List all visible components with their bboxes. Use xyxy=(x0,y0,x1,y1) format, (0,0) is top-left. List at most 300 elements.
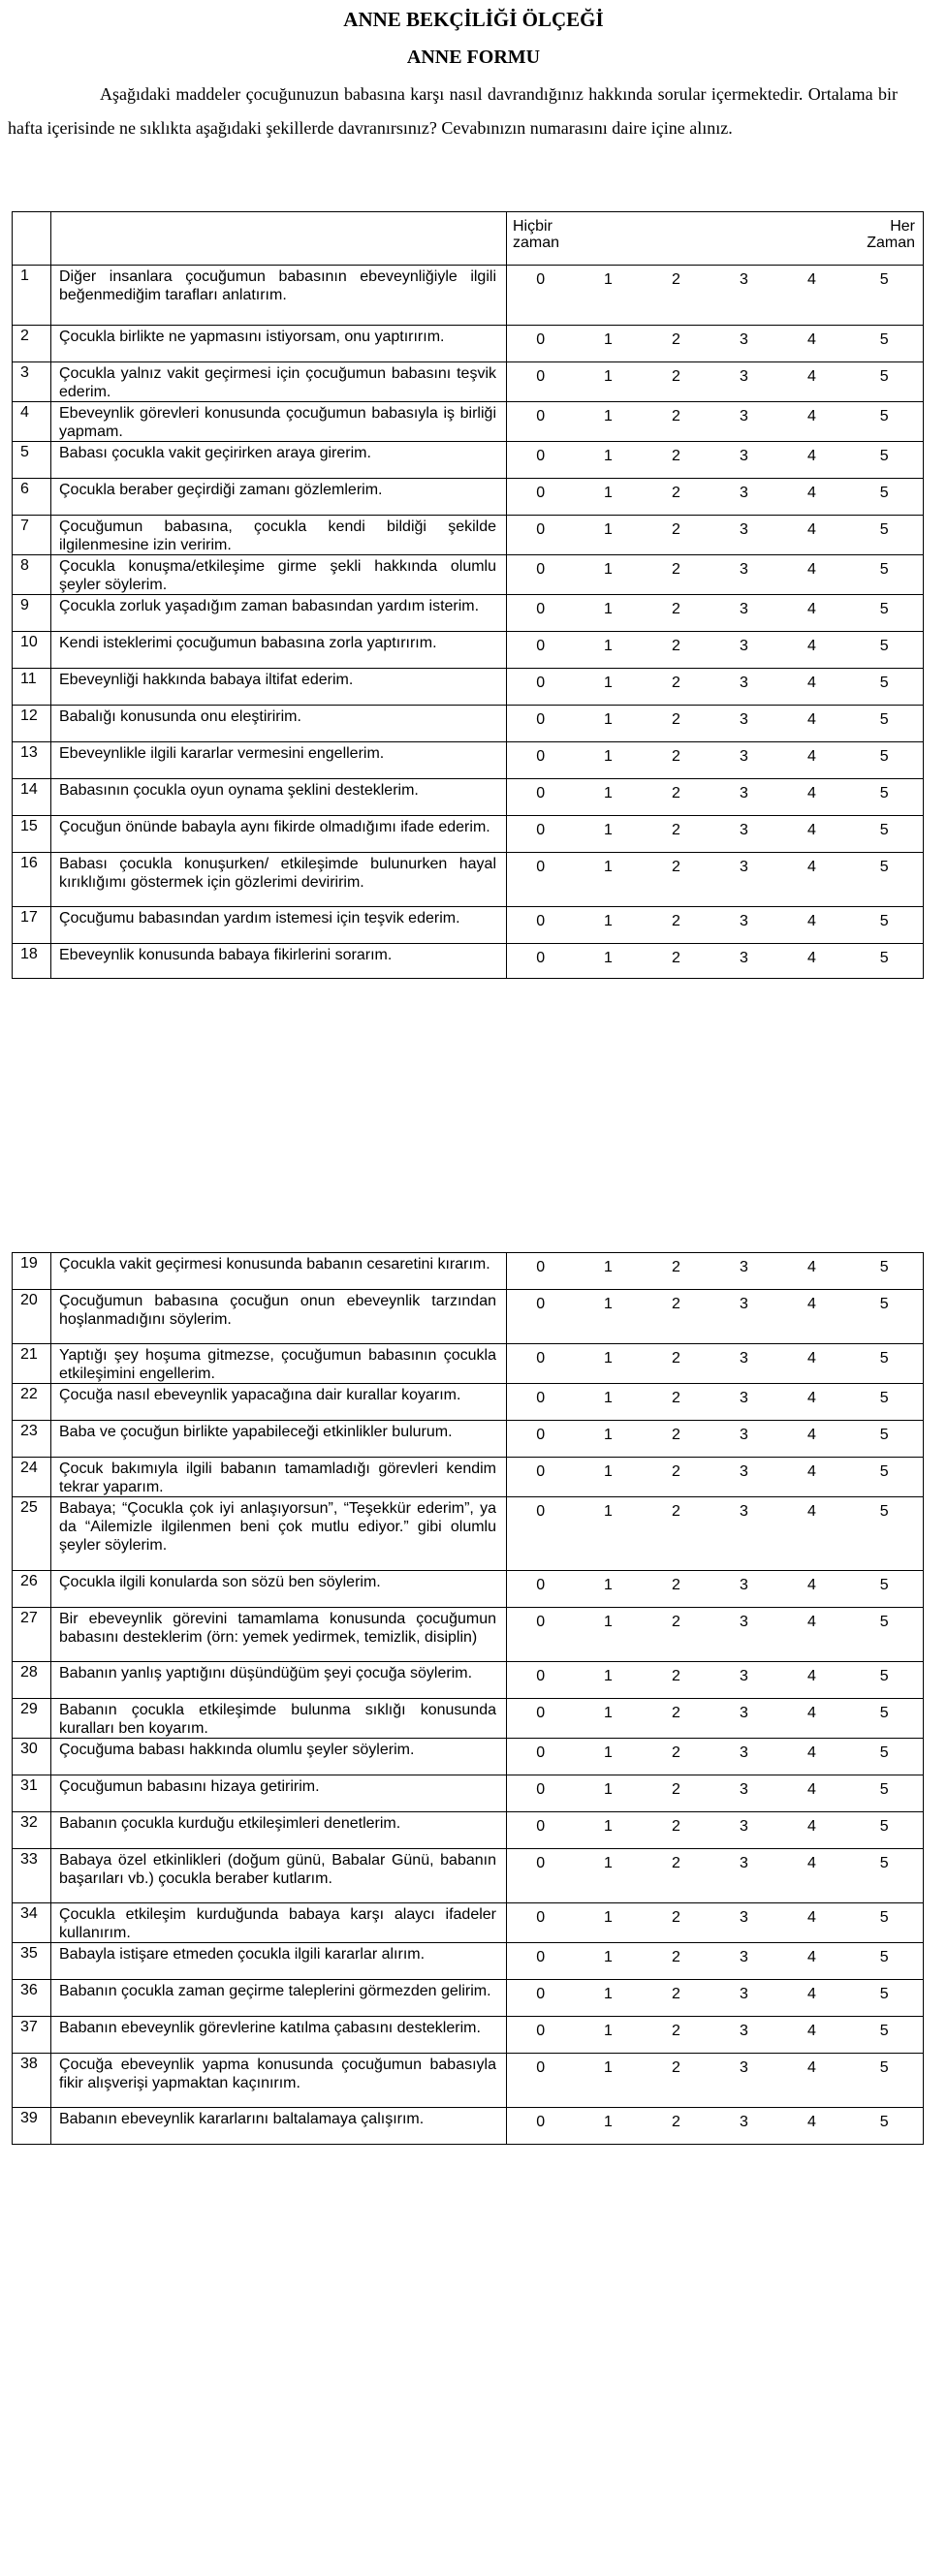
score-option-4[interactable]: 4 xyxy=(778,362,846,402)
score-option-5[interactable]: 5 xyxy=(846,779,924,816)
score-option-0[interactable]: 0 xyxy=(507,1739,575,1775)
score-option-4[interactable]: 4 xyxy=(778,1458,846,1497)
score-option-5[interactable]: 5 xyxy=(846,2054,924,2108)
score-option-3[interactable]: 3 xyxy=(710,1903,778,1943)
score-option-2[interactable]: 2 xyxy=(643,706,710,742)
score-option-2[interactable]: 2 xyxy=(643,1943,710,1980)
score-option-3[interactable]: 3 xyxy=(710,516,778,555)
score-option-5[interactable]: 5 xyxy=(846,326,924,362)
score-option-3[interactable]: 3 xyxy=(710,2017,778,2054)
score-option-1[interactable]: 1 xyxy=(575,632,643,669)
score-option-4[interactable]: 4 xyxy=(778,1571,846,1608)
score-option-0[interactable]: 0 xyxy=(507,555,575,595)
score-option-3[interactable]: 3 xyxy=(710,326,778,362)
item-number: 3 xyxy=(13,362,51,402)
item-text: Babalığı konusunda onu eleştiririm. xyxy=(51,706,507,742)
item-text: Diğer insanlara çocuğumun babasının ebeveynliğiyle ilgili beğenmediğim tarafları anlatırım. xyxy=(51,266,507,326)
score-option-4[interactable]: 4 xyxy=(778,516,846,555)
score-option-4[interactable]: 4 xyxy=(778,595,846,632)
score-option-1[interactable]: 1 xyxy=(575,1571,643,1608)
score-option-1[interactable]: 1 xyxy=(575,1980,643,2017)
score-option-0[interactable]: 0 xyxy=(507,1421,575,1458)
score-option-4[interactable]: 4 xyxy=(778,1812,846,1849)
score-option-4[interactable]: 4 xyxy=(778,1943,846,1980)
score-option-0[interactable]: 0 xyxy=(507,779,575,816)
item-row xyxy=(13,907,924,944)
item-number: 26 xyxy=(13,1571,51,1608)
score-option-1[interactable]: 1 xyxy=(575,1608,643,1662)
score-option-0[interactable]: 0 xyxy=(507,1903,575,1943)
score-option-1[interactable]: 1 xyxy=(575,266,643,326)
item-text: Babaya özel etkinlikleri (doğum günü, Babalar Günü, babanın başarıları vb.) çocukla beraber kutlarım. xyxy=(51,1849,507,1903)
score-option-5[interactable]: 5 xyxy=(846,595,924,632)
score-option-0[interactable]: 0 xyxy=(507,402,575,442)
score-option-2[interactable]: 2 xyxy=(643,1421,710,1458)
score-option-5[interactable]: 5 xyxy=(846,1662,924,1699)
score-option-1[interactable]: 1 xyxy=(575,1775,643,1812)
score-option-4[interactable]: 4 xyxy=(778,326,846,362)
score-option-1[interactable]: 1 xyxy=(575,1903,643,1943)
score-option-4[interactable]: 4 xyxy=(778,402,846,442)
score-option-0[interactable]: 0 xyxy=(507,1290,575,1344)
score-option-4[interactable]: 4 xyxy=(778,1290,846,1344)
score-option-5[interactable]: 5 xyxy=(846,944,924,979)
score-option-5[interactable]: 5 xyxy=(846,853,924,907)
score-option-1[interactable]: 1 xyxy=(575,853,643,907)
item-number: 9 xyxy=(13,595,51,632)
score-option-0[interactable]: 0 xyxy=(507,1812,575,1849)
score-option-2[interactable]: 2 xyxy=(643,632,710,669)
score-option-0[interactable]: 0 xyxy=(507,595,575,632)
score-option-0[interactable]: 0 xyxy=(507,907,575,944)
score-option-2[interactable]: 2 xyxy=(643,362,710,402)
score-option-2[interactable]: 2 xyxy=(643,816,710,853)
score-option-2[interactable]: 2 xyxy=(643,1980,710,2017)
score-option-2[interactable]: 2 xyxy=(643,516,710,555)
score-option-4[interactable]: 4 xyxy=(778,2108,846,2145)
score-option-5[interactable]: 5 xyxy=(846,362,924,402)
score-option-1[interactable]: 1 xyxy=(575,1739,643,1775)
score-option-4[interactable]: 4 xyxy=(778,1384,846,1421)
score-option-1[interactable]: 1 xyxy=(575,2054,643,2108)
score-option-3[interactable]: 3 xyxy=(710,2108,778,2145)
score-option-3[interactable]: 3 xyxy=(710,1943,778,1980)
score-option-4[interactable]: 4 xyxy=(778,742,846,779)
score-option-5[interactable]: 5 xyxy=(846,632,924,669)
item-row xyxy=(13,1849,924,1903)
score-option-4[interactable]: 4 xyxy=(778,669,846,706)
score-option-4[interactable]: 4 xyxy=(778,479,846,516)
score-option-4[interactable]: 4 xyxy=(778,632,846,669)
score-option-5[interactable]: 5 xyxy=(846,1290,924,1344)
score-option-3[interactable]: 3 xyxy=(710,1662,778,1699)
score-option-5[interactable]: 5 xyxy=(846,1849,924,1903)
score-option-2[interactable]: 2 xyxy=(643,1344,710,1384)
score-option-5[interactable]: 5 xyxy=(846,1699,924,1739)
item-number: 4 xyxy=(13,402,51,442)
score-option-4[interactable]: 4 xyxy=(778,1699,846,1739)
score-option-3[interactable]: 3 xyxy=(710,1458,778,1497)
score-option-4[interactable]: 4 xyxy=(778,1421,846,1458)
score-option-2[interactable]: 2 xyxy=(643,1699,710,1739)
score-option-5[interactable]: 5 xyxy=(846,1775,924,1812)
score-option-0[interactable]: 0 xyxy=(507,1571,575,1608)
score-option-0[interactable]: 0 xyxy=(507,853,575,907)
score-option-5[interactable]: 5 xyxy=(846,1253,924,1290)
score-option-3[interactable]: 3 xyxy=(710,1739,778,1775)
score-option-0[interactable]: 0 xyxy=(507,1662,575,1699)
score-option-1[interactable]: 1 xyxy=(575,479,643,516)
item-number: 17 xyxy=(13,907,51,944)
score-option-5[interactable]: 5 xyxy=(846,479,924,516)
score-option-2[interactable]: 2 xyxy=(643,479,710,516)
score-option-0[interactable]: 0 xyxy=(507,362,575,402)
score-option-1[interactable]: 1 xyxy=(575,442,643,479)
questionnaire-part-1 xyxy=(12,211,925,1232)
score-option-1[interactable]: 1 xyxy=(575,1943,643,1980)
score-option-1[interactable]: 1 xyxy=(575,516,643,555)
item-row xyxy=(13,362,924,402)
item-row xyxy=(13,816,924,853)
score-option-1[interactable]: 1 xyxy=(575,1290,643,1344)
header-number-cell xyxy=(13,212,51,266)
item-text: Babası çocukla vakit geçirirken araya girerim. xyxy=(51,442,507,479)
score-option-3[interactable]: 3 xyxy=(710,2054,778,2108)
score-option-4[interactable]: 4 xyxy=(778,442,846,479)
score-option-5[interactable]: 5 xyxy=(846,706,924,742)
score-option-1[interactable]: 1 xyxy=(575,1497,643,1571)
score-option-2[interactable]: 2 xyxy=(643,442,710,479)
item-number: 20 xyxy=(13,1290,51,1344)
score-option-3[interactable]: 3 xyxy=(710,1290,778,1344)
score-option-5[interactable]: 5 xyxy=(846,1739,924,1775)
score-option-1[interactable]: 1 xyxy=(575,402,643,442)
score-option-5[interactable]: 5 xyxy=(846,907,924,944)
score-option-5[interactable]: 5 xyxy=(846,1980,924,2017)
item-number: 23 xyxy=(13,1421,51,1458)
score-option-4[interactable]: 4 xyxy=(778,706,846,742)
score-option-3[interactable]: 3 xyxy=(710,266,778,326)
item-text: Bir ebeveynlik görevini tamamlama konusunda çocuğumun babasını desteklerim (örn: yemek yedirmek, temizlik, disiplin) xyxy=(51,1608,507,1662)
score-option-3[interactable]: 3 xyxy=(710,1775,778,1812)
item-text: Babası çocukla konuşurken/ etkileşimde bulunurken hayal kırıklığımı göstermek için gözlerimi deviririm. xyxy=(51,853,507,907)
score-option-2[interactable]: 2 xyxy=(643,779,710,816)
score-option-3[interactable]: 3 xyxy=(710,853,778,907)
item-number: 7 xyxy=(13,516,51,555)
score-option-3[interactable]: 3 xyxy=(710,1608,778,1662)
score-option-5[interactable]: 5 xyxy=(846,816,924,853)
item-number: 24 xyxy=(13,1458,51,1497)
score-option-2[interactable]: 2 xyxy=(643,669,710,706)
item-text: Ebeveynlikle ilgili kararlar vermesini engellerim. xyxy=(51,742,507,779)
score-option-3[interactable]: 3 xyxy=(710,907,778,944)
score-option-4[interactable]: 4 xyxy=(778,1903,846,1943)
score-option-0[interactable]: 0 xyxy=(507,516,575,555)
score-option-2[interactable]: 2 xyxy=(643,1384,710,1421)
item-text: Çocukla birlikte ne yapmasını istiyorsam, onu yaptırırım. xyxy=(51,326,507,362)
item-row xyxy=(13,2054,924,2108)
item-text: Yaptığı şey hoşuma gitmezse, çocuğumun babasının çocukla etkileşimini engellerim. xyxy=(51,1344,507,1384)
item-text: Çocukla ilgili konularda son sözü ben söylerim. xyxy=(51,1571,507,1608)
score-option-1[interactable]: 1 xyxy=(575,1253,643,1290)
score-option-1[interactable]: 1 xyxy=(575,555,643,595)
score-option-3[interactable]: 3 xyxy=(710,555,778,595)
item-row xyxy=(13,1458,924,1497)
item-row xyxy=(13,402,924,442)
item-row xyxy=(13,1739,924,1775)
score-option-5[interactable]: 5 xyxy=(846,1458,924,1497)
score-option-2[interactable]: 2 xyxy=(643,1775,710,1812)
score-option-4[interactable]: 4 xyxy=(778,1608,846,1662)
score-option-5[interactable]: 5 xyxy=(846,1497,924,1571)
item-row xyxy=(13,1344,924,1384)
score-option-2[interactable]: 2 xyxy=(643,2054,710,2108)
score-option-4[interactable]: 4 xyxy=(778,907,846,944)
score-option-2[interactable]: 2 xyxy=(643,2108,710,2145)
score-option-1[interactable]: 1 xyxy=(575,944,643,979)
score-option-0[interactable]: 0 xyxy=(507,1608,575,1662)
score-option-0[interactable]: 0 xyxy=(507,706,575,742)
score-option-1[interactable]: 1 xyxy=(575,595,643,632)
score-option-5[interactable]: 5 xyxy=(846,402,924,442)
score-option-2[interactable]: 2 xyxy=(643,402,710,442)
score-option-0[interactable]: 0 xyxy=(507,266,575,326)
score-option-2[interactable]: 2 xyxy=(643,326,710,362)
score-option-1[interactable]: 1 xyxy=(575,326,643,362)
score-option-1[interactable]: 1 xyxy=(575,779,643,816)
score-option-3[interactable]: 3 xyxy=(710,1812,778,1849)
score-option-0[interactable]: 0 xyxy=(507,1344,575,1384)
item-number: 5 xyxy=(13,442,51,479)
score-option-2[interactable]: 2 xyxy=(643,944,710,979)
score-option-0[interactable]: 0 xyxy=(507,1943,575,1980)
item-row xyxy=(13,742,924,779)
score-option-5[interactable]: 5 xyxy=(846,1608,924,1662)
score-option-4[interactable]: 4 xyxy=(778,944,846,979)
score-option-1[interactable]: 1 xyxy=(575,669,643,706)
score-option-4[interactable]: 4 xyxy=(778,2017,846,2054)
item-number: 36 xyxy=(13,1980,51,2017)
score-option-5[interactable]: 5 xyxy=(846,1571,924,1608)
item-number: 35 xyxy=(13,1943,51,1980)
item-text: Çocukla etkileşim kurduğunda babaya karşı alaycı ifadeler kullanırım. xyxy=(51,1903,507,1943)
score-option-1[interactable]: 1 xyxy=(575,1458,643,1497)
item-row xyxy=(13,853,924,907)
item-row xyxy=(13,632,924,669)
score-option-4[interactable]: 4 xyxy=(778,816,846,853)
score-option-1[interactable]: 1 xyxy=(575,816,643,853)
item-row xyxy=(13,2108,924,2145)
score-option-0[interactable]: 0 xyxy=(507,2054,575,2108)
score-option-5[interactable]: 5 xyxy=(846,1943,924,1980)
score-option-1[interactable]: 1 xyxy=(575,907,643,944)
item-number: 11 xyxy=(13,669,51,706)
score-option-1[interactable]: 1 xyxy=(575,1699,643,1739)
score-option-0[interactable]: 0 xyxy=(507,326,575,362)
score-option-2[interactable]: 2 xyxy=(643,907,710,944)
score-option-2[interactable]: 2 xyxy=(643,1608,710,1662)
score-option-0[interactable]: 0 xyxy=(507,1980,575,2017)
item-text: Babasının çocukla oyun oynama şeklini desteklerim. xyxy=(51,779,507,816)
item-text: Çocuğumun babasına, çocukla kendi bildiği şekilde ilgilenmesine izin veririm. xyxy=(51,516,507,555)
score-option-1[interactable]: 1 xyxy=(575,2017,643,2054)
score-option-2[interactable]: 2 xyxy=(643,2017,710,2054)
score-option-3[interactable]: 3 xyxy=(710,1571,778,1608)
score-option-1[interactable]: 1 xyxy=(575,2108,643,2145)
score-option-3[interactable]: 3 xyxy=(710,595,778,632)
item-row xyxy=(13,442,924,479)
item-text: Çocuğa ebeveynlik yapma konusunda çocuğumun babasıyla fikir alışverişi yapmaktan kaçınırım. xyxy=(51,2054,507,2108)
score-option-4[interactable]: 4 xyxy=(778,1662,846,1699)
item-number: 8 xyxy=(13,555,51,595)
score-option-0[interactable]: 0 xyxy=(507,1458,575,1497)
score-option-1[interactable]: 1 xyxy=(575,1662,643,1699)
score-option-3[interactable]: 3 xyxy=(710,1980,778,2017)
score-option-3[interactable]: 3 xyxy=(710,816,778,853)
score-option-3[interactable]: 3 xyxy=(710,442,778,479)
item-number: 30 xyxy=(13,1739,51,1775)
item-number: 12 xyxy=(13,706,51,742)
item-number: 28 xyxy=(13,1662,51,1699)
score-option-4[interactable]: 4 xyxy=(778,266,846,326)
item-text: Çocukla vakit geçirmesi konusunda babanın cesaretini kırarım. xyxy=(51,1253,507,1290)
item-row xyxy=(13,1980,924,2017)
item-text: Çocuğumun babasını hizaya getiririm. xyxy=(51,1775,507,1812)
score-option-1[interactable]: 1 xyxy=(575,1384,643,1421)
score-option-3[interactable]: 3 xyxy=(710,479,778,516)
score-option-4[interactable]: 4 xyxy=(778,1497,846,1571)
score-option-4[interactable]: 4 xyxy=(778,1253,846,1290)
score-option-1[interactable]: 1 xyxy=(575,1812,643,1849)
score-option-5[interactable]: 5 xyxy=(846,1384,924,1421)
score-option-1[interactable]: 1 xyxy=(575,1344,643,1384)
item-text: Çocuğun önünde babayla aynı fikirde olmadığımı ifade ederim. xyxy=(51,816,507,853)
score-option-2[interactable]: 2 xyxy=(643,1739,710,1775)
score-option-1[interactable]: 1 xyxy=(575,362,643,402)
score-option-4[interactable]: 4 xyxy=(778,1344,846,1384)
score-option-0[interactable]: 0 xyxy=(507,742,575,779)
item-row xyxy=(13,479,924,516)
score-option-2[interactable]: 2 xyxy=(643,595,710,632)
score-option-5[interactable]: 5 xyxy=(846,669,924,706)
score-option-0[interactable]: 0 xyxy=(507,944,575,979)
score-option-5[interactable]: 5 xyxy=(846,1421,924,1458)
score-option-0[interactable]: 0 xyxy=(507,632,575,669)
score-option-0[interactable]: 0 xyxy=(507,1384,575,1421)
score-option-4[interactable]: 4 xyxy=(778,1775,846,1812)
score-option-3[interactable]: 3 xyxy=(710,1849,778,1903)
score-option-4[interactable]: 4 xyxy=(778,1849,846,1903)
score-option-3[interactable]: 3 xyxy=(710,1497,778,1571)
score-option-1[interactable]: 1 xyxy=(575,742,643,779)
score-option-2[interactable]: 2 xyxy=(643,1903,710,1943)
item-row xyxy=(13,595,924,632)
score-option-2[interactable]: 2 xyxy=(643,1571,710,1608)
score-option-3[interactable]: 3 xyxy=(710,669,778,706)
form-instructions: Aşağıdaki maddeler çocuğunuzun babasına karşı nasıl davrandığınız hakkında sorular içermektedir. Ortalama bir hafta içerisinde ne sıklıkta aşağıdaki şekillerde davranırsınız? Cevabınızın numarasını daire içine alınız. xyxy=(8,84,898,138)
score-option-5[interactable]: 5 xyxy=(846,1903,924,1943)
score-option-2[interactable]: 2 xyxy=(643,742,710,779)
score-option-3[interactable]: 3 xyxy=(710,362,778,402)
score-option-1[interactable]: 1 xyxy=(575,1849,643,1903)
score-option-0[interactable]: 0 xyxy=(507,1253,575,1290)
score-option-3[interactable]: 3 xyxy=(710,1699,778,1739)
item-text: Babanın ebeveynlik görevlerine katılma çabasını desteklerim. xyxy=(51,2017,507,2054)
score-option-3[interactable]: 3 xyxy=(710,944,778,979)
score-option-3[interactable]: 3 xyxy=(710,742,778,779)
score-option-0[interactable]: 0 xyxy=(507,2017,575,2054)
score-option-1[interactable]: 1 xyxy=(575,706,643,742)
score-option-1[interactable]: 1 xyxy=(575,1421,643,1458)
item-row xyxy=(13,266,924,326)
score-option-0[interactable]: 0 xyxy=(507,442,575,479)
score-option-3[interactable]: 3 xyxy=(710,1421,778,1458)
header-item-cell xyxy=(51,212,507,266)
score-option-5[interactable]: 5 xyxy=(846,2017,924,2054)
item-text: Ebeveynlik konusunda babaya fikirlerini sorarım. xyxy=(51,944,507,979)
item-row xyxy=(13,706,924,742)
score-option-5[interactable]: 5 xyxy=(846,1344,924,1384)
score-option-3[interactable]: 3 xyxy=(710,402,778,442)
item-row xyxy=(13,1662,924,1699)
score-option-4[interactable]: 4 xyxy=(778,779,846,816)
item-text: Babanın çocukla zaman geçirme taleplerini görmezden gelirim. xyxy=(51,1980,507,2017)
score-option-3[interactable]: 3 xyxy=(710,632,778,669)
score-option-2[interactable]: 2 xyxy=(643,1458,710,1497)
score-option-5[interactable]: 5 xyxy=(846,742,924,779)
score-option-4[interactable]: 4 xyxy=(778,555,846,595)
score-option-3[interactable]: 3 xyxy=(710,1253,778,1290)
score-option-0[interactable]: 0 xyxy=(507,2108,575,2145)
score-option-3[interactable]: 3 xyxy=(710,1344,778,1384)
score-option-5[interactable]: 5 xyxy=(846,516,924,555)
item-text: Çocukla konuşma/etkileşime girme şekli hakkında olumlu şeyler söylerim. xyxy=(51,555,507,595)
score-option-2[interactable]: 2 xyxy=(643,266,710,326)
score-option-0[interactable]: 0 xyxy=(507,669,575,706)
score-option-2[interactable]: 2 xyxy=(643,1497,710,1571)
score-option-0[interactable]: 0 xyxy=(507,479,575,516)
score-option-5[interactable]: 5 xyxy=(846,442,924,479)
score-option-5[interactable]: 5 xyxy=(846,2108,924,2145)
score-option-3[interactable]: 3 xyxy=(710,779,778,816)
score-option-0[interactable]: 0 xyxy=(507,1849,575,1903)
score-option-2[interactable]: 2 xyxy=(643,1812,710,1849)
score-option-2[interactable]: 2 xyxy=(643,853,710,907)
score-option-2[interactable]: 2 xyxy=(643,1849,710,1903)
score-option-2[interactable]: 2 xyxy=(643,1290,710,1344)
score-option-2[interactable]: 2 xyxy=(643,1662,710,1699)
item-row xyxy=(13,326,924,362)
item-row xyxy=(13,1253,924,1290)
score-option-3[interactable]: 3 xyxy=(710,706,778,742)
score-option-3[interactable]: 3 xyxy=(710,1384,778,1421)
score-option-0[interactable]: 0 xyxy=(507,1699,575,1739)
score-option-4[interactable]: 4 xyxy=(778,853,846,907)
item-text: Ebeveynliği hakkında babaya iltifat ederim. xyxy=(51,669,507,706)
score-option-2[interactable]: 2 xyxy=(643,555,710,595)
score-option-0[interactable]: 0 xyxy=(507,816,575,853)
score-option-5[interactable]: 5 xyxy=(846,1812,924,1849)
score-option-5[interactable]: 5 xyxy=(846,555,924,595)
score-option-4[interactable]: 4 xyxy=(778,1980,846,2017)
score-option-0[interactable]: 0 xyxy=(507,1497,575,1571)
score-option-0[interactable]: 0 xyxy=(507,1775,575,1812)
score-option-2[interactable]: 2 xyxy=(643,1253,710,1290)
score-option-4[interactable]: 4 xyxy=(778,2054,846,2108)
item-row xyxy=(13,1812,924,1849)
score-option-4[interactable]: 4 xyxy=(778,1739,846,1775)
score-option-5[interactable]: 5 xyxy=(846,266,924,326)
